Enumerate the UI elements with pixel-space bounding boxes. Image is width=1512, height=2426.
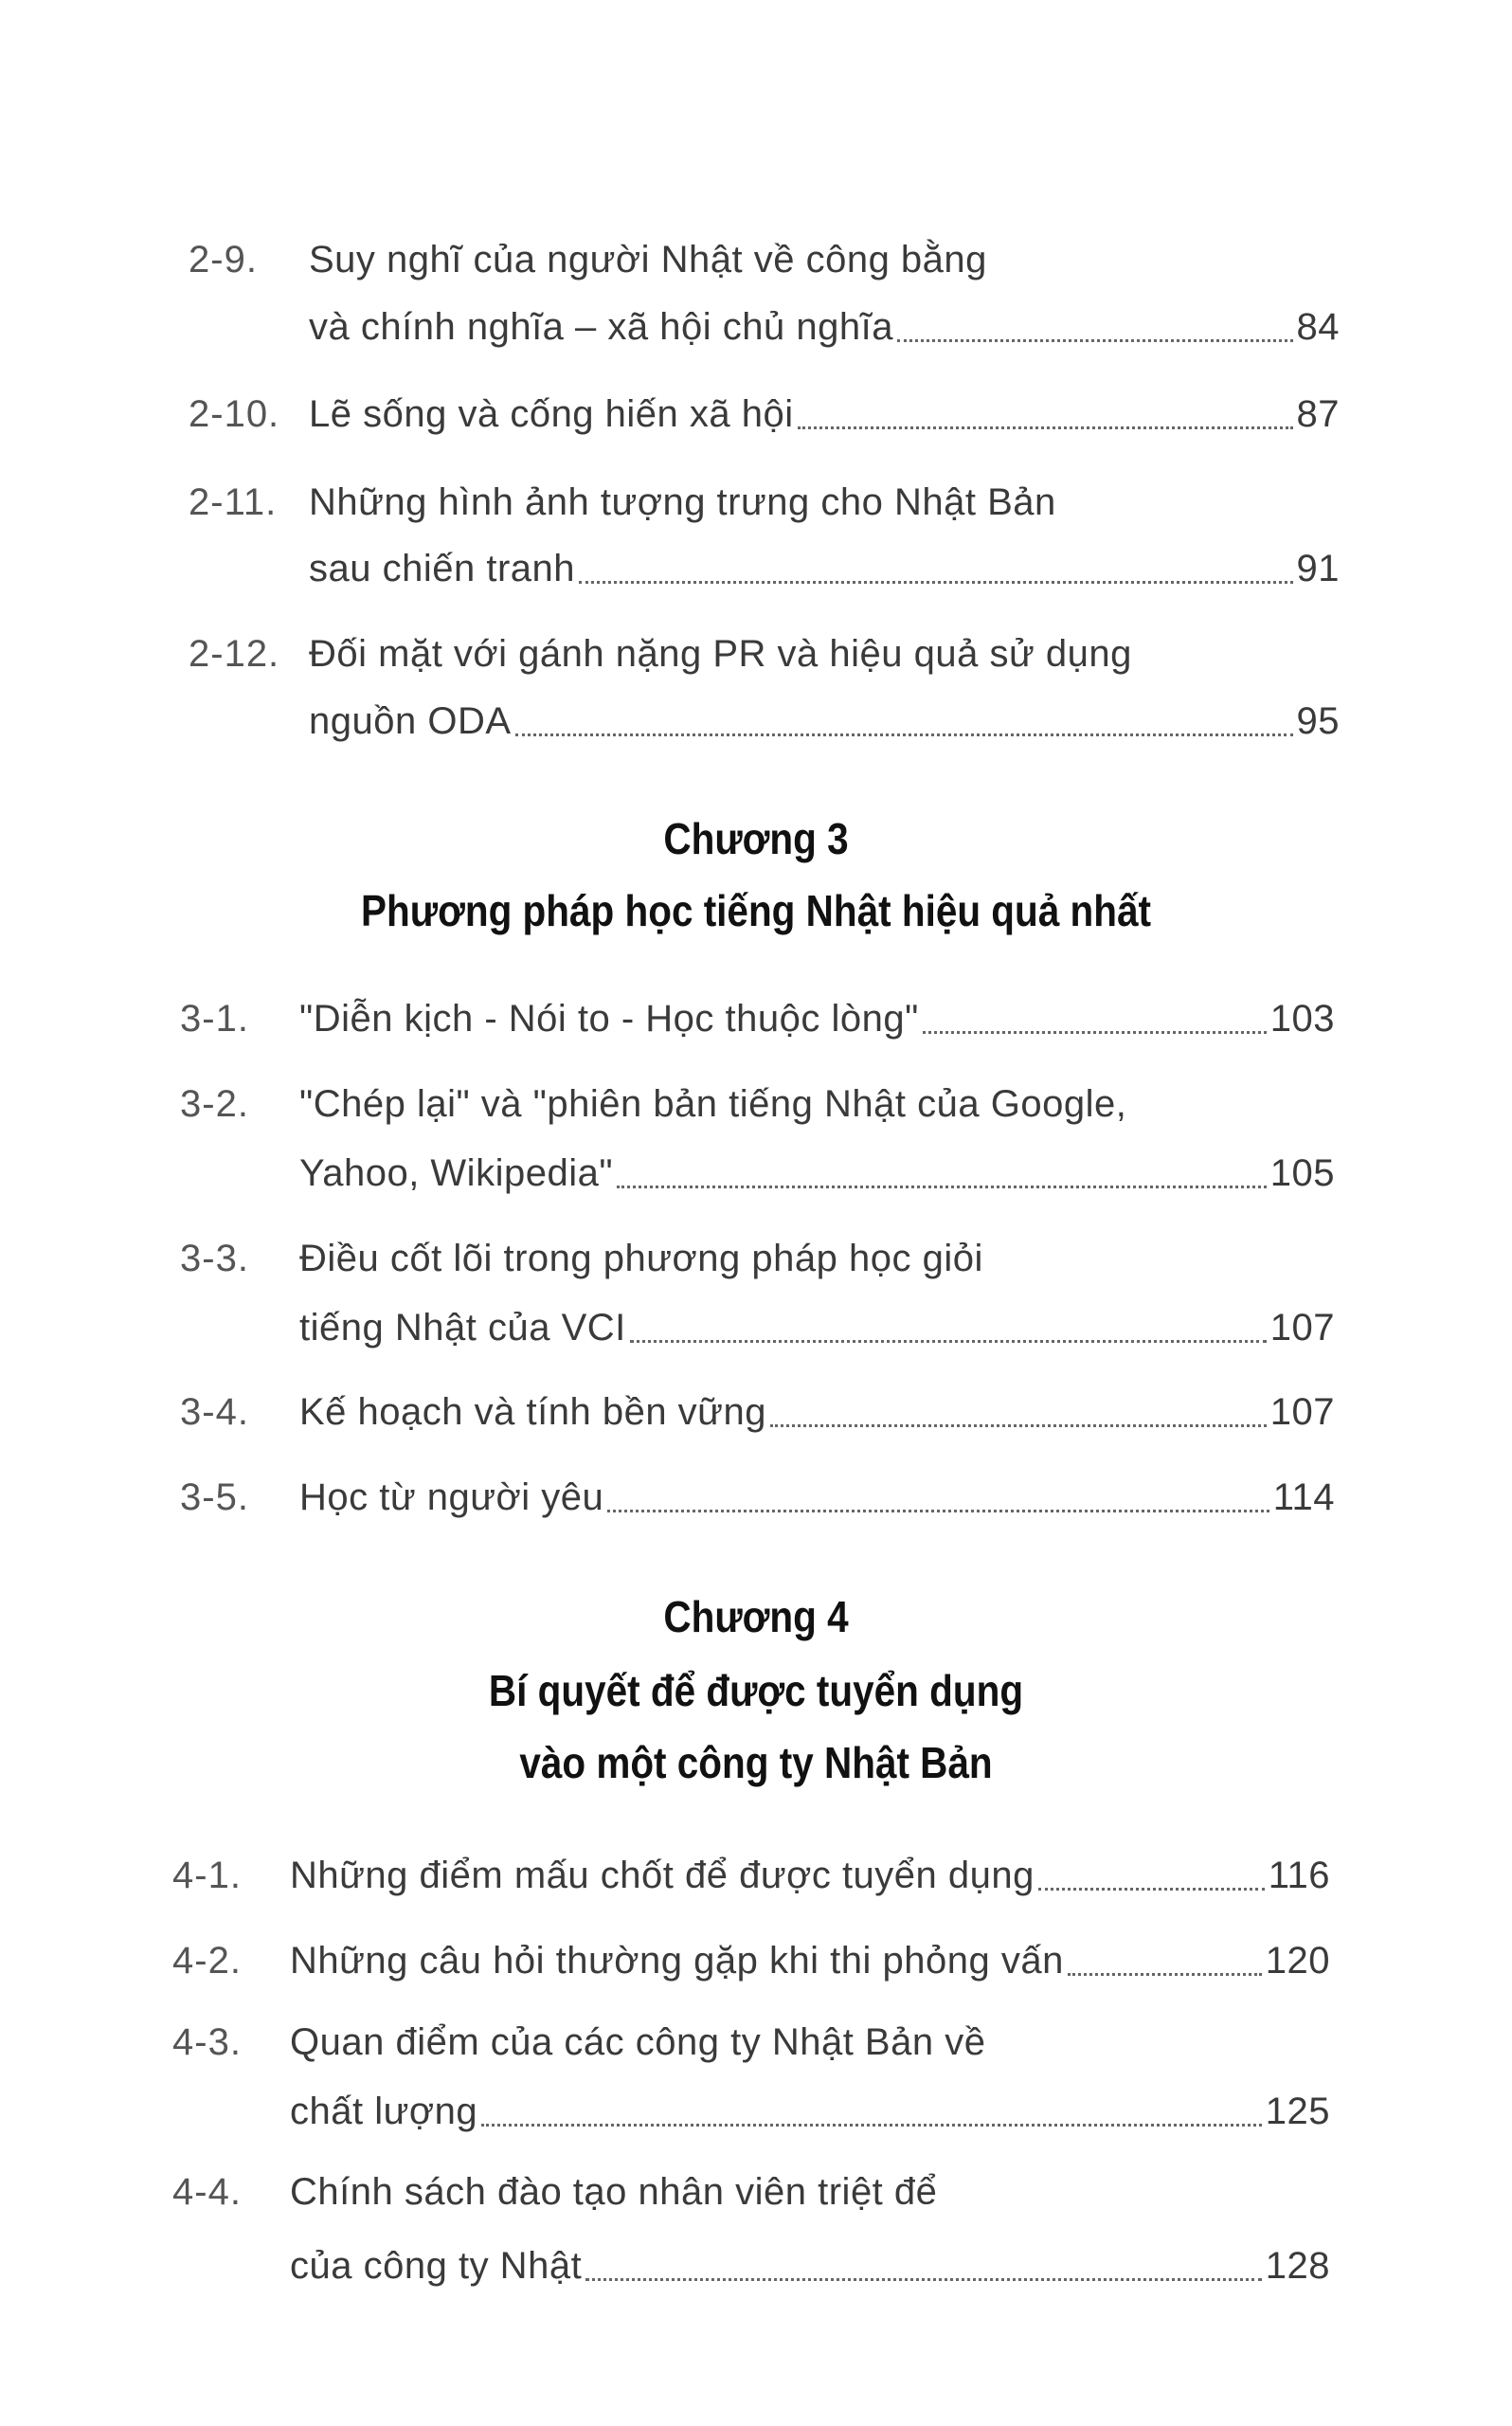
entry-title: chất lượng	[290, 2091, 478, 2132]
toc-entry-4-2[interactable]	[172, 1934, 1330, 1987]
toc-entry-4-4[interactable]	[172, 2165, 1330, 2218]
entry-title: Điều cốt lõi trong phương pháp học giỏi	[299, 1238, 983, 1279]
entry-page: 107	[1269, 1307, 1335, 1349]
entry-title: Quan điểm của các công ty Nhật Bản về	[290, 2021, 986, 2063]
entry-title: Những điểm mấu chốt để được tuyển dụng	[290, 1855, 1035, 1896]
entry-number: 2-11.	[189, 481, 278, 523]
entry-title: của công ty Nhật	[290, 2245, 583, 2287]
entry-page: 116	[1268, 1855, 1330, 1896]
entry-title: Chính sách đào tạo nhân viên triệt để	[290, 2171, 938, 2213]
entry-page: 114	[1272, 1476, 1335, 1518]
dot-leader	[897, 339, 1293, 342]
entry-number: 2-9.	[189, 239, 258, 281]
toc-entry-3-3[interactable]	[180, 1232, 1335, 1285]
toc-entry-4-3-cont[interactable]	[290, 2085, 1330, 2138]
toc-entry-3-2-cont[interactable]	[299, 1147, 1335, 1200]
toc-entry-2-12-cont[interactable]	[309, 695, 1340, 748]
entry-number: 3-4.	[180, 1391, 249, 1433]
entry-title: Học từ người yêu	[299, 1476, 604, 1518]
dot-leader	[481, 2124, 1262, 2127]
toc-entry-2-10[interactable]	[189, 388, 1340, 441]
dot-leader	[585, 2278, 1262, 2281]
entry-title: "Chép lại" và "phiên bản tiếng Nhật của Google,	[299, 1083, 1127, 1125]
dot-leader	[1068, 1973, 1262, 1976]
toc-entry-3-3-cont[interactable]	[299, 1301, 1335, 1354]
entry-page: 128	[1265, 2245, 1330, 2287]
toc-entry-4-4-cont[interactable]	[290, 2239, 1330, 2292]
entry-title: Lẽ sống và cống hiến xã hội	[309, 393, 794, 435]
entry-number: 4-4.	[172, 2171, 242, 2213]
entry-page: 95	[1296, 700, 1340, 742]
entry-number: 2-12.	[189, 633, 280, 675]
toc-entry-2-9[interactable]	[189, 233, 1340, 286]
entry-title: Yahoo, Wikipedia"	[299, 1152, 614, 1194]
chapter-3-label: Chương 3	[663, 814, 849, 863]
entry-title: nguồn ODA	[309, 700, 512, 742]
entry-page: 103	[1269, 998, 1335, 1040]
toc-entry-2-12[interactable]	[189, 627, 1340, 680]
entry-number: 4-1.	[172, 1855, 242, 1896]
toc-entry-3-4[interactable]	[180, 1385, 1335, 1439]
entry-number: 3-5.	[180, 1476, 249, 1518]
entry-page: 91	[1296, 548, 1340, 589]
chapter-3-title: Phương pháp học tiếng Nhật hiệu quả nhất	[361, 886, 1151, 935]
dot-leader	[770, 1424, 1267, 1427]
toc-entry-2-9-cont[interactable]	[309, 300, 1340, 353]
entry-title: "Diễn kịch - Nói to - Học thuộc lòng"	[299, 998, 919, 1040]
dot-leader	[798, 426, 1293, 429]
toc-entry-4-3[interactable]	[172, 2016, 1330, 2069]
entry-number: 4-3.	[172, 2021, 242, 2063]
entry-number: 2-10.	[189, 393, 280, 435]
entry-title: Những hình ảnh tượng trưng cho Nhật Bản	[309, 481, 1056, 523]
entry-page: 120	[1265, 1940, 1330, 1982]
entry-page: 105	[1269, 1152, 1335, 1194]
entry-number: 3-1.	[180, 998, 249, 1040]
dot-leader	[630, 1340, 1267, 1343]
entry-page: 87	[1296, 393, 1340, 435]
chapter-4-title-line-2: vào một công ty Nhật Bản	[519, 1738, 993, 1787]
toc-entry-3-1[interactable]	[180, 992, 1335, 1045]
dot-leader	[1038, 1888, 1265, 1891]
entry-number: 3-2.	[180, 1083, 249, 1125]
entry-page: 107	[1269, 1391, 1335, 1433]
entry-page: 125	[1265, 2091, 1330, 2132]
entry-title: sau chiến tranh	[309, 548, 576, 589]
dot-leader	[617, 1186, 1267, 1188]
toc-entry-4-1[interactable]	[172, 1849, 1330, 1902]
entry-title: và chính nghĩa – xã hội chủ nghĩa	[309, 306, 893, 348]
entry-title: Những câu hỏi thường gặp khi thi phỏng vấn	[290, 1940, 1064, 1982]
toc-entry-2-11[interactable]	[189, 476, 1340, 529]
chapter-4-title-line-1: Bí quyết để được tuyển dụng	[488, 1666, 1024, 1715]
dot-leader	[515, 733, 1293, 736]
toc-entry-3-2[interactable]	[180, 1077, 1335, 1131]
entry-number: 4-2.	[172, 1940, 242, 1982]
toc-entry-3-5[interactable]	[180, 1471, 1335, 1524]
dot-leader	[579, 581, 1292, 584]
entry-title: tiếng Nhật của VCI	[299, 1307, 626, 1349]
entry-title: Đối mặt với gánh nặng PR và hiệu quả sử dụng	[309, 633, 1132, 675]
entry-number: 3-3.	[180, 1238, 249, 1279]
entry-title: Kế hoạch và tính bền vững	[299, 1391, 766, 1433]
dot-leader	[607, 1510, 1269, 1512]
entry-page: 84	[1296, 306, 1340, 348]
dot-leader	[923, 1031, 1267, 1034]
toc-entry-2-11-cont[interactable]	[309, 542, 1340, 595]
chapter-4-label: Chương 4	[663, 1592, 849, 1641]
entry-title: Suy nghĩ của người Nhật về công bằng	[309, 239, 987, 281]
